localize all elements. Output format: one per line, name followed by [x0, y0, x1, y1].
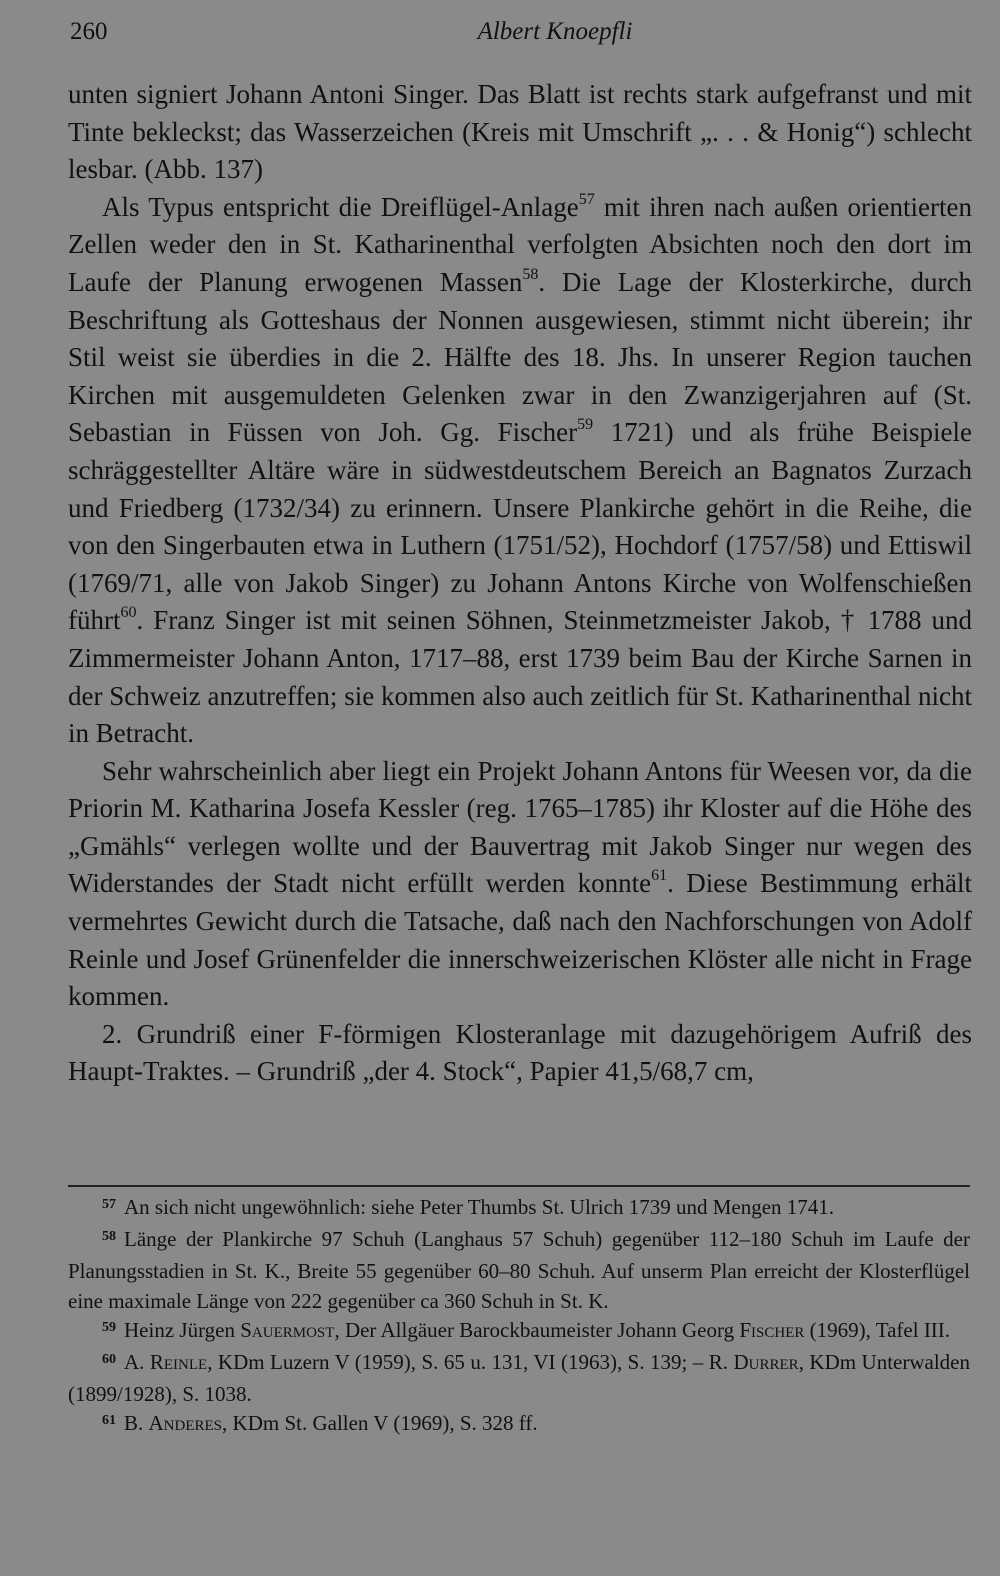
footnote-number: 57	[102, 1197, 116, 1212]
footnote-ref-61[interactable]: 61	[651, 867, 668, 885]
footnote-ref-58[interactable]: 58	[522, 265, 539, 283]
footnote-number: 60	[102, 1352, 116, 1368]
paragraph-2-part-a: Als Typus entspricht die Dreiflügel-Anlage	[102, 191, 579, 222]
author-name: Anderes	[148, 1411, 223, 1436]
author-name: Reinle	[149, 1350, 208, 1375]
running-head: Albert Knoepfli	[477, 18, 633, 45]
paragraph-2-part-c: . Die Lage der Klosterkirche, durch Beschriftung als Gotteshaus der Nonnen ausgewiesen, stimmt nicht überein; ihr Stil weist sie überdies in die 2. Hälfte des 18. Jhs. In unserer Region tauchen Kirchen mit ausgemuldeten Gelenken zwar in den Zwanzigerjahren auf (St. Sebastian in Füssen von Joh. Gg. Fischer	[68, 266, 972, 448]
footnote-text-part: , KDm Unterwalden (1899/1928), S. 1038.	[68, 1350, 970, 1407]
paragraph-3	[68, 753, 972, 1016]
footnote-text-part: Heinz Jürgen	[124, 1317, 241, 1342]
footnote-separator	[68, 1185, 970, 1187]
author-name: Durrer	[733, 1350, 799, 1375]
page-number: 260	[70, 18, 108, 45]
author-name: Fischer	[739, 1317, 805, 1342]
footnote-text: Länge der Plankirche 97 Schuh (Langhaus 57 Schuh) gegenüber 112–180 Schuh im Laufe der Planungsstadien in St. K., Breite 55 gegenüber 60–80 Schuh. Auf unserm Plan erreicht der Klosterflügel eine maximale Länge von 222 gegenüber ca 360 Schuh in St. K.	[68, 1227, 970, 1313]
footnote-text-part: , KDm St. Gallen V (1969), S. 328 ff.	[222, 1411, 538, 1436]
footnote-number: 61	[102, 1413, 116, 1429]
footnote-text: An sich nicht ungewöhnlich: siehe Peter Thumbs St. Ulrich 1739 und Mengen 1741.	[124, 1195, 835, 1219]
footnote-number: 58	[102, 1229, 116, 1245]
paragraph-2-part-b: mit ihren nach außen orientierten Zellen weder den in St. Katharinenthal verfolgten Absichten noch den dort im Laufe der Planung erwogenen Massen	[68, 191, 972, 297]
footnote-ref-57[interactable]: 57	[578, 190, 595, 208]
footnote-text-part: (1969), Tafel III.	[804, 1317, 951, 1342]
footnote-text-part: , Der Allgäuer Barockbaumeister Johann Georg	[334, 1317, 740, 1342]
author-name: Sauermost	[240, 1317, 335, 1342]
footnote-58	[68, 1225, 970, 1316]
footnote-60	[68, 1348, 970, 1409]
paragraph-3-part-b: . Diese Bestimmung erhält vermehrtes Gewicht durch die Tatsache, daß nach den Nachforschungen von Adolf Reinle und Josef Grünenfelder die innerschweizerischen Klöster alle nicht in Frage kommen.	[68, 868, 972, 1012]
footnote-text-part: A.	[124, 1350, 150, 1375]
footnote-57	[68, 1193, 970, 1225]
paragraph-1-text: unten signiert Johann Antoni Singer. Das Blatt ist rechts stark aufgefranst und mit Tinte bekleckst; das Wasserzeichen (Kreis mit Umschrift „. . . & Honig“) schlecht lesbar. (Abb. 137)	[68, 79, 972, 185]
footnotes	[68, 1193, 970, 1442]
paragraph-2	[68, 189, 972, 753]
footnote-text-part: B.	[124, 1411, 149, 1436]
footnote-59	[68, 1316, 970, 1348]
paragraph-2-part-d: 1721) und als frühe Beispiele schräggestellter Altäre wäre in südwestdeutschem Bereich an Bagnatos Zurzach und Friedberg (1732/34) zu erinnern. Unsere Plankirche gehört in die Reihe, die von den Singerbauten etwa in Luthern (1751/52), Hochdorf (1757/58) und Ettiswil (1769/71, alle von Jakob Singer) zu Johann Antons Kirche von Wolfenschießen führt	[68, 417, 972, 636]
paragraph-1	[68, 76, 972, 189]
body-text	[68, 76, 972, 1091]
footnote-61	[68, 1409, 970, 1441]
footnote-ref-60[interactable]: 60	[120, 604, 137, 622]
page-header	[70, 18, 970, 52]
paragraph-4	[68, 1016, 972, 1091]
paragraph-3-part-a: Sehr wahrscheinlich aber liegt ein Projekt Johann Antons für Weesen vor, da die Priorin M. Katharina Josefa Kessler (reg. 1765–1785) ihr Kloster auf die Höhe des „Gmähls“ verlegen wollte und der Bauvertrag mit Jakob Singer nur wegen des Widerstandes der Stadt nicht erfüllt werden konnte	[68, 755, 972, 899]
footnote-ref-59[interactable]: 59	[577, 416, 594, 434]
paragraph-2-part-e: . Franz Singer ist mit seinen Söhnen, Steinmetzmeister Jakob, † 1788 und Zimmermeister Johann Anton, 1717–88, erst 1739 beim Bau der Kirche Sarnen in der Schweiz anzutreffen; sie kommen also auch zeitlich für St. Katharinenthal nicht in Betracht.	[68, 605, 972, 749]
footnote-text-part: , KDm Luzern V (1959), S. 65 u. 131, VI (1963), S. 139; – R.	[207, 1350, 734, 1375]
footnote-number: 59	[102, 1319, 116, 1335]
paragraph-4-text: 2. Grundriß einer F-förmigen Klosteranlage mit dazugehörigem Aufriß des Haupt-Traktes. – Grundriß „der 4. Stock“, Papier 41,5/68,7 cm,	[68, 1018, 972, 1087]
